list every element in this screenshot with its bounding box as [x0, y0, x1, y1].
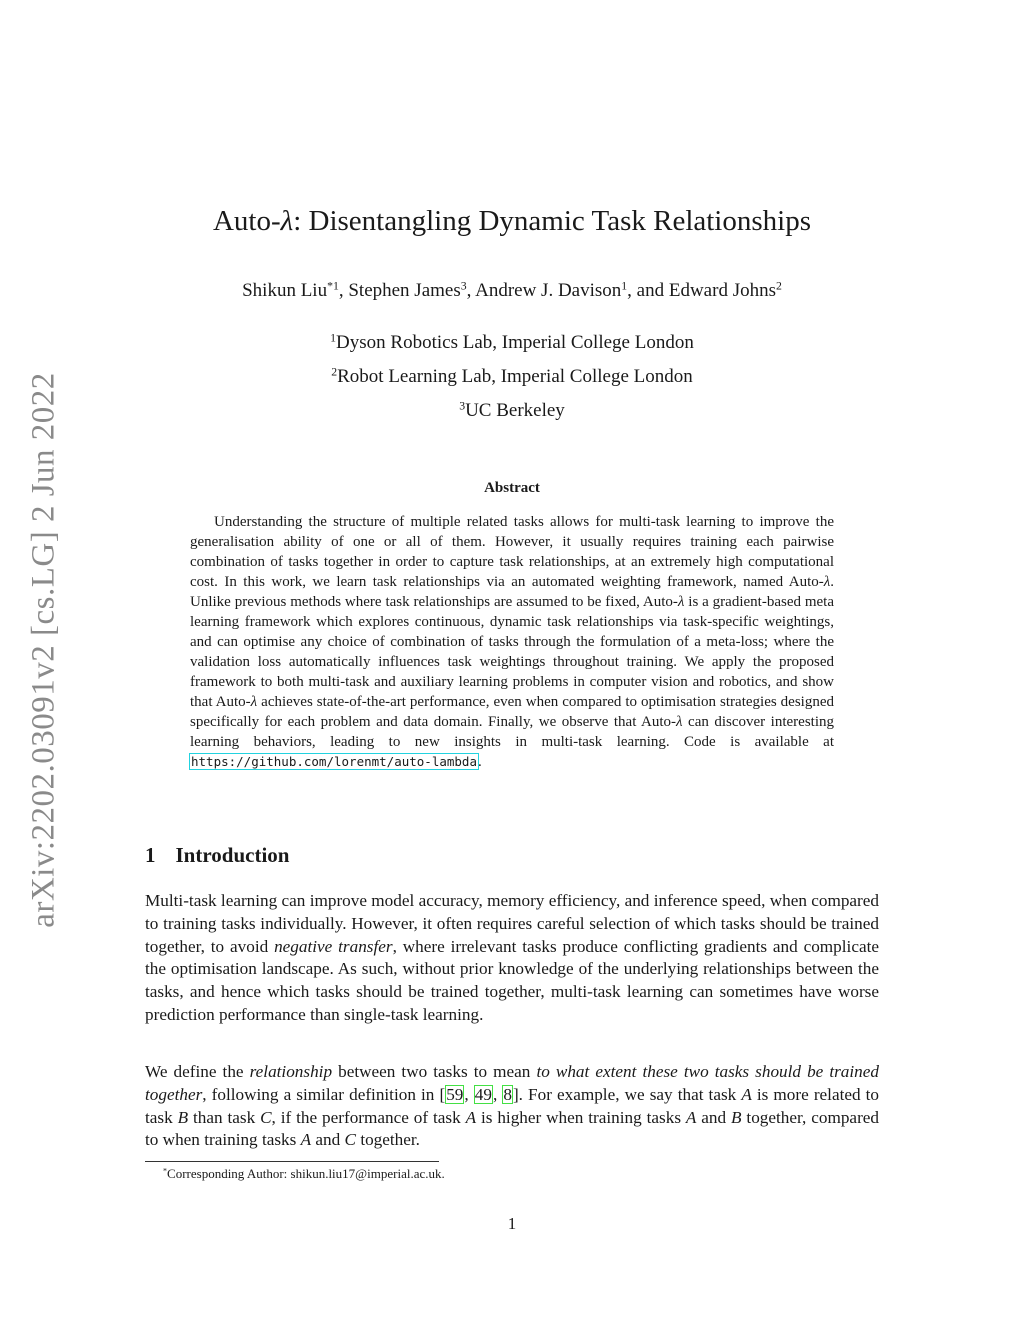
author: Edward Johns [668, 280, 776, 301]
affiliation: $^2$Robot Learning Lab, Imperial College London [331, 365, 693, 387]
page-number: 1 [507, 1214, 517, 1233]
intro-paragraph-1: Multi-task learning can improve model accuracy, memory efficiency, and inference speed, when compared to training tasks individually. However, it often requires careful selection of which tasks should be trained together, to avoid negative transfer, where irrelevant tasks produce conflicting gradients and complicate the optimisation landscape. As such, without prior knowledge of the underlying relationships between the tasks, and hence which tasks should be trained together, multi-task learning can sometimes have worse prediction performance than single-task learning. [145, 891, 879, 1024]
author: Andrew J. Davison [475, 280, 622, 301]
citation-link[interactable]: 49 [474, 1084, 492, 1104]
intro-paragraph-2: We define the relationship between two tasks to mean to what extent these two tasks should be trained together, following a similar definition in [59, 49, 8]. For example, we say that task A is more related to task B than task C, if the performance of task A is higher when training tasks A and B together, compared to when training tasks A and C together. [145, 1062, 880, 1150]
arxiv-stamp [24, 370, 64, 930]
author: Stephen James [348, 280, 461, 301]
affiliation: $^3$UC Berkeley [459, 399, 565, 421]
citation-link[interactable]: 8 [503, 1084, 512, 1104]
footnote: *Corresponding Author: shikun.liu17@imperial.ac.uk. [163, 1166, 445, 1181]
paper-title: Auto-λ: Disentangling Dynamic Task Relationships [212, 205, 811, 237]
affiliation: $^1$Dyson Robotics Lab, Imperial College London [330, 331, 694, 353]
code-link[interactable]: https://github.com/lorenmt/auto-lambda [191, 754, 477, 769]
author: Shikun Liu [242, 280, 328, 301]
citation-link[interactable]: 59 [446, 1084, 464, 1104]
footnote-divider [145, 1161, 439, 1162]
abstract-body: Understanding the structure of multiple related tasks allows for multi-task learning to improve the generalisation ability of one or all of them. However, it usually requires training each pairwise combination of tasks together in order to capture task relationships, at an extremely high computational cost. In this work, we learn task relationships via an automated weighting framework, named Auto-λ. Unlike previous methods where task relationships are assumed to be fixed, Auto-λ is a gradient-based meta learning framework which explores continuous, dynamic task relationships via task-specific weightings, and can optimise any choice of combination of tasks through the formulation of a meta-loss; where the validation loss automatically influences task weightings throughout training. We apply the proposed framework to both multi-task and auxiliary learning problems in computer vision and robotics, and show that Auto-λ achieves state-of-the-art performance, even when compared to optimisation strategies designed specifically for each problem and data domain. Finally, we observe that Auto-λ can discover interesting learning behaviors, leading to new insights in multi-task learning. Code is available at https://github.com/lorenmt/auto-lambda. [190, 514, 835, 770]
section-heading: 1 Introduction [145, 843, 290, 867]
abstract-heading: Abstract [484, 480, 540, 496]
arxiv-id[interactable]: arXiv:2202.03091v2 [cs.LG] 2 Jun 2022 [25, 372, 62, 928]
author-list: Shikun Liu$^{*1}$, Stephen James$^3$, Andrew J. Davison$^1$, and Edward Johns$^2$ [242, 279, 782, 301]
